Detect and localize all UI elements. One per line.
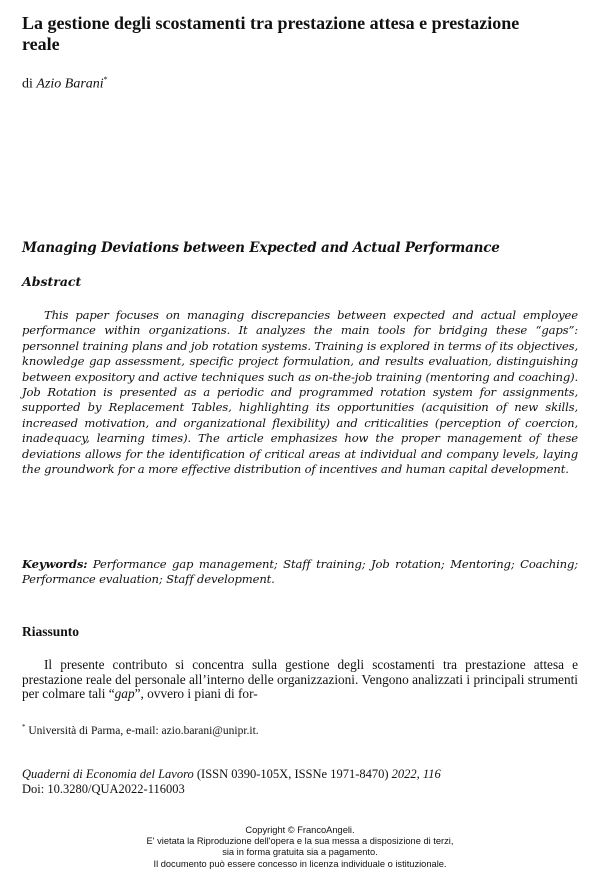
- keywords-text: Performance gap management; Staff training; Job rotation; Mentoring; Coaching; Performance evaluation; Staff development.: [22, 557, 578, 587]
- footnote-text: Università di Parma, e-mail: azio.barani@unipr.it.: [28, 724, 259, 737]
- riassunto-heading: Riassunto: [22, 624, 80, 639]
- journal-doi: Doi: 10.3280/QUA2022-116003: [22, 782, 185, 796]
- abstract-text: This paper focuses on managing discrepancies between expected and actual employee performance within organizations. It analyzes the main tools for bridging these “gaps”: personnel training plans and job rotation systems. Training is explored in terms of its objectives, knowledge gap assessment, specific project formulation, and results evaluation, distinguishing between expository and active techniques such as on-the-job training (mentoring and coaching). Job Rotation is presented as a periodic and programmed rotation system for assignments, supported by Replacement Tables, highlighting its opportunities (acquisition of new skills, increased motivation, and organizational flexibility) and criticalities (perception of coercion, inadequacy, learning times). The article emphasizes how the proper management of these deviations allows for the identification of critical areas at individual and company levels, laying the groundwork for a more effective distribution of incentives and human capital development.: [22, 308, 578, 477]
- copyright-line: Copyright © FrancoAngeli.: [245, 825, 355, 835]
- riassunto-part-2: ”, ovvero i piani di for-: [134, 686, 258, 702]
- footnote: [22, 723, 259, 737]
- copyright-notice: [0, 825, 600, 870]
- author-line: [22, 75, 108, 93]
- english-title: Managing Deviations between Expected and Actual Performance: [22, 240, 500, 256]
- paper-title: La gestione degli scostamenti tra prestazione attesa e prestazione reale: [22, 13, 520, 54]
- riassunto-part-1: Il presente contributo si concentra sulla gestione degli scostamenti tra prestazione attesa e prestazione reale del personale all’interno delle organizzazioni. Vengono analizzati i principali strumenti per colmare tali “: [22, 657, 578, 702]
- copyright-line: sia in forma gratuita sia a pagamento.: [222, 847, 378, 858]
- riassunto-text: [22, 658, 578, 702]
- author-prefix: di: [22, 76, 33, 92]
- abstract-heading: Abstract: [22, 274, 82, 289]
- journal-volume: 2022, 116: [391, 767, 441, 781]
- riassunto-gap: gap: [114, 686, 135, 702]
- keywords-label: Keywords:: [22, 557, 88, 571]
- author-name: Azio Barani: [36, 76, 104, 92]
- copyright-line: E' vietata la Riproduzione dell'opera e la sua messa a disposizione di terzi,: [146, 836, 454, 847]
- journal-name: Quaderni di Economia del Lavoro: [22, 767, 194, 781]
- copyright-line: Il documento può essere concesso in licenza individuale o istituzionale.: [153, 858, 447, 869]
- journal-citation: [22, 767, 441, 797]
- journal-issn: (ISSN 0390-105X, ISSNe 1971-8470): [196, 767, 389, 781]
- author-footnote-mark: *: [103, 75, 108, 84]
- keywords: [22, 557, 578, 588]
- footnote-mark: *: [22, 723, 26, 731]
